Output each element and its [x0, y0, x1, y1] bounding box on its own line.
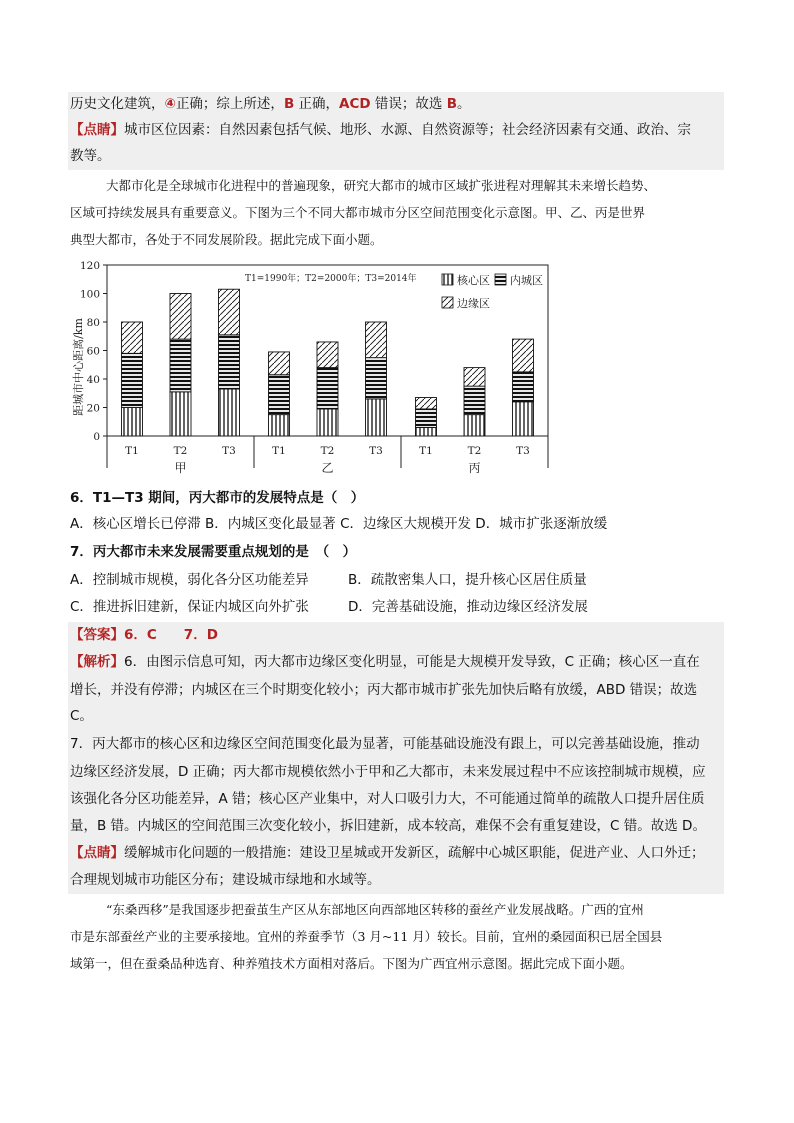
analysis-7-line-3: 该强化各分区功能差异，A 错；核心区产业集中，对人口吸引力大，不可能通过简单的疏散人口提升居住质 [70, 791, 705, 807]
legend-label-inner: 内城区 [510, 274, 543, 287]
y-tick-label: 60 [86, 345, 100, 358]
x-tick-label: T2 [320, 445, 335, 457]
analysis-6-line-3: C。 [70, 708, 93, 724]
legend-swatch-inner [495, 274, 506, 285]
y-axis-label: 距城市中心距离/km [72, 318, 85, 416]
x-tick-label: T3 [222, 445, 236, 457]
bar-segment-horizontal [415, 409, 436, 428]
y-tick-label: 120 [79, 260, 100, 272]
bar-segment-horizontal [219, 335, 240, 389]
bar-segment-horizontal [317, 368, 338, 409]
question-7-option-b: B．疏散密集人口，提升核心区居住质量 [348, 572, 587, 588]
bar-segment-vertical [121, 408, 142, 437]
group-label: 丙 [468, 461, 481, 475]
bar-segment-vertical [513, 402, 534, 436]
question-intro: 大都市化是全球城市化进程中的普遍现象，研究大都市的城市区域扩张进程对理解其未来增长趋势、 区域可持续发展具有重要意义。下图为三个不同大都市城市分区空间范围变化示意图。甲、乙、丙是世界 典型大都市，各处于不同发展阶段。据此完成下面小题。 [70, 178, 657, 247]
x-tick-label: T2 [173, 445, 188, 457]
chart-annotation: T1=1990年；T2=2000年；T3=2014年 [245, 274, 417, 284]
y-tick-label: 20 [86, 402, 100, 415]
question-7-option-d: D．完善基础设施，推动边缘区经济发展 [348, 599, 588, 615]
y-tick-label: 0 [93, 431, 100, 443]
bar-segment-diagonal [513, 339, 534, 372]
bar-segment-horizontal [268, 375, 289, 415]
y-tick-label: 100 [79, 288, 100, 301]
tip2-line-1: 【点睛】缓解城市化问题的一般措施：建设卫星城或开发新区，疏解中心城区职能，促进产业、人口外迁； [70, 845, 705, 861]
bar-segment-diagonal [268, 352, 289, 375]
bar-segment-horizontal [513, 372, 534, 402]
bar-segment-diagonal [366, 322, 387, 358]
y-tick-label: 80 [86, 317, 100, 329]
analysis-7-line-1: 7．丙大都市的核心区和边缘区空间范围变化最为显著，可能基础设施没有跟上，可以完善基础设施，推动 [70, 736, 700, 752]
legend-swatch-core [442, 274, 453, 285]
group-label: 乙 [321, 461, 334, 475]
bar-segment-horizontal [464, 386, 485, 415]
y-tick-label: 40 [86, 374, 100, 386]
x-tick-label: T1 [272, 445, 286, 457]
bar-segment-horizontal [121, 353, 142, 407]
stacked-bar-chart [70, 255, 560, 480]
bar-segment-diagonal [464, 368, 485, 387]
bar-segment-diagonal [170, 294, 191, 340]
question-6-options: A．核心区增长已停滞 B．内城区变化最显著 C．边缘区大规模开发 D．城市扩张逐渐放缓 [70, 516, 608, 532]
question-intro-2: “东桑西移”是我国逐步把蚕茧生产区从东部地区向西部地区转移的蚕丝产业发展战略。广西的宜州 市是东部蚕丝产业的主要承接地。宜州的养蚕季节（3 月~11 月）较长。目前，宜州的桑园面积已居全国县 域第一，但在蚕桑品种选育、种养殖技术方面相对落后。下图为广西宜州示意图。据此完成下面小题。 [70, 902, 663, 971]
x-tick-label: T1 [419, 445, 433, 457]
bar-segment-horizontal [366, 358, 387, 399]
legend-swatch-edge [442, 297, 453, 308]
answer-line: 【答案】6．C 7．D [70, 627, 218, 643]
x-tick-label: T1 [125, 445, 139, 457]
bar-segment-vertical [268, 415, 289, 436]
bar-segment-vertical [415, 427, 436, 436]
tip-line-2: 教等。 [70, 148, 111, 164]
x-tick-label: T2 [467, 445, 482, 457]
analysis-6-line-2: 增长，并没有停滞；内城区在三个时期变化较小；丙大都市城市扩张先加快后略有放缓，ABD 错误；故选 [70, 682, 698, 698]
bar-segment-vertical [366, 399, 387, 436]
question-6-stem: 6．T1—T3 期间，丙大都市的发展特点是（ ） [70, 490, 365, 506]
analysis-6-line-1: 【解析】6．由图示信息可知，丙大都市边缘区变化明显，可能是大规模开发导致，C 正确；核心区一直在 [70, 654, 700, 670]
group-label: 甲 [174, 461, 187, 475]
legend-label-core: 核心区 [457, 274, 490, 287]
bar-segment-diagonal [219, 289, 240, 335]
bar-segment-vertical [219, 389, 240, 436]
legend-label-edge: 边缘区 [457, 297, 490, 310]
question-7-option-c: C．推进拆旧建新，保证内城区向外扩张 [70, 599, 309, 615]
tip-line-1: 【点睛】城市区位因素：自然因素包括气候、地形、水源、自然资源等；社会经济因素有交通、政治、宗 [70, 122, 691, 138]
question-7-stem: 7．丙大都市未来发展需要重点规划的是 （ ） [70, 544, 357, 560]
bar-segment-diagonal [121, 322, 142, 353]
chart-legend [442, 273, 543, 310]
bar-segment-vertical [464, 415, 485, 436]
analysis-7-line-2: 边缘区经济发展，D 正确；丙大都市规模依然小于甲和乙大都市，未来发展过程中不应该控制城市规模，应 [70, 764, 706, 780]
analysis-7-line-4: 量，B 错。内城区的空间范围三次变化较小，拆旧建新，成本较高，难保不会有重复建设，C 错。故选 D。 [70, 818, 706, 834]
x-tick-label: T3 [369, 445, 383, 457]
solution-line-1: 历史文化建筑，④正确；综上所述，B 正确，ACD 错误；故选 B。 [70, 96, 471, 112]
bar-segment-horizontal [170, 339, 191, 392]
bar-segment-vertical [170, 392, 191, 436]
x-tick-label: T3 [516, 445, 530, 457]
bar-segment-diagonal [317, 342, 338, 368]
question-7-option-a: A．控制城市规模，弱化各分区功能差异 [70, 572, 309, 588]
tip2-line-2: 合理规划城市功能区分布；建设城市绿地和水域等。 [70, 872, 381, 888]
bar-segment-diagonal [415, 398, 436, 409]
bar-segment-vertical [317, 409, 338, 436]
